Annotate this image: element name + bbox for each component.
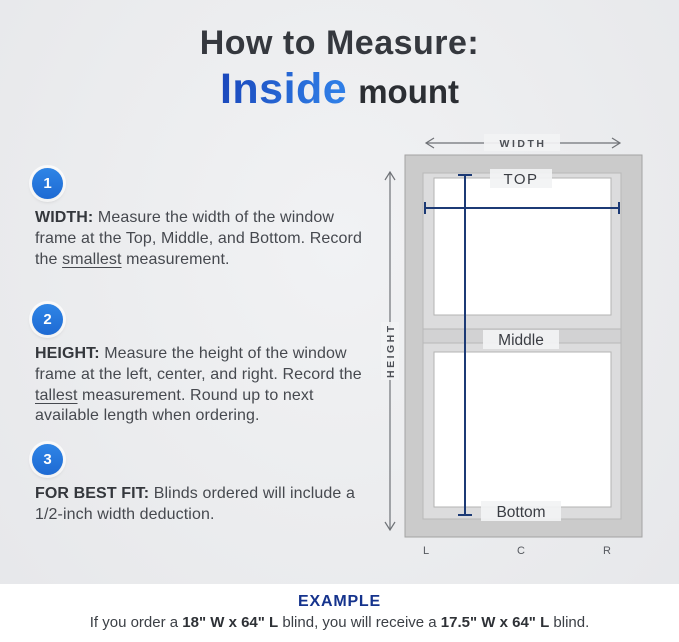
width-arrow [426, 134, 620, 151]
step-3 [32, 444, 374, 526]
title-highlight: Inside [219, 65, 348, 113]
bottom-label: Bottom [496, 504, 546, 521]
step-1-underlined: smallest [62, 250, 122, 268]
right-tick-label: R [603, 545, 611, 557]
example-band [0, 584, 679, 642]
height-arrow [381, 172, 399, 530]
step-1-body-after: measurement. [121, 250, 230, 268]
step-2-label: HEIGHT: [35, 345, 100, 362]
example-bold-2: 17.5" W x 64" L [440, 614, 550, 631]
title-line1: How to Measure: [199, 24, 480, 62]
step-2-body-after: measurement. Round up to next available length when ordering. [35, 386, 314, 425]
example-text-2: blind, you will receive a [278, 614, 441, 631]
window-diagram-svg [378, 130, 670, 562]
height-arrow-label: HEIGHT [385, 323, 397, 378]
title-line2 [0, 65, 679, 114]
example-text-3: blind. [549, 614, 590, 631]
window-bottom-pane [434, 352, 611, 507]
width-arrow-label: WIDTH [499, 138, 547, 150]
title-suffix: mount [358, 73, 460, 110]
top-label: TOP [503, 171, 539, 188]
example-text-1: If you order a [89, 614, 183, 631]
middle-label: Middle [498, 332, 544, 349]
step-2-badge: 2 [32, 304, 63, 335]
example-text [0, 614, 679, 631]
window-diagram [378, 130, 670, 562]
step-2-body: Measure the height of the window frame at the left, center, and right. Record the [35, 345, 362, 383]
example-bold-1: 18" W x 64" L [182, 614, 279, 631]
step-3-text [35, 484, 374, 526]
step-1-text [35, 208, 374, 270]
step-3-badge: 3 [32, 444, 63, 475]
step-1-body: Measure the width of the window frame at the Top, Middle, and Bottom. Record the [35, 209, 362, 268]
step-3-label: FOR BEST FIT: [35, 485, 150, 502]
step-2 [32, 304, 374, 427]
step-2-underlined: tallest [35, 386, 78, 404]
step-2-text [35, 344, 374, 427]
example-heading: EXAMPLE [298, 593, 381, 610]
center-tick-label: C [517, 545, 525, 557]
left-tick-label: L [422, 545, 430, 557]
step-3-body: Blinds ordered will include a 1/2-inch width deduction. [35, 485, 355, 523]
step-1-badge: 1 [32, 168, 63, 199]
step-1-label: WIDTH: [35, 209, 94, 226]
step-1 [32, 168, 374, 270]
window-top-pane [434, 178, 611, 315]
title-block [0, 24, 679, 114]
